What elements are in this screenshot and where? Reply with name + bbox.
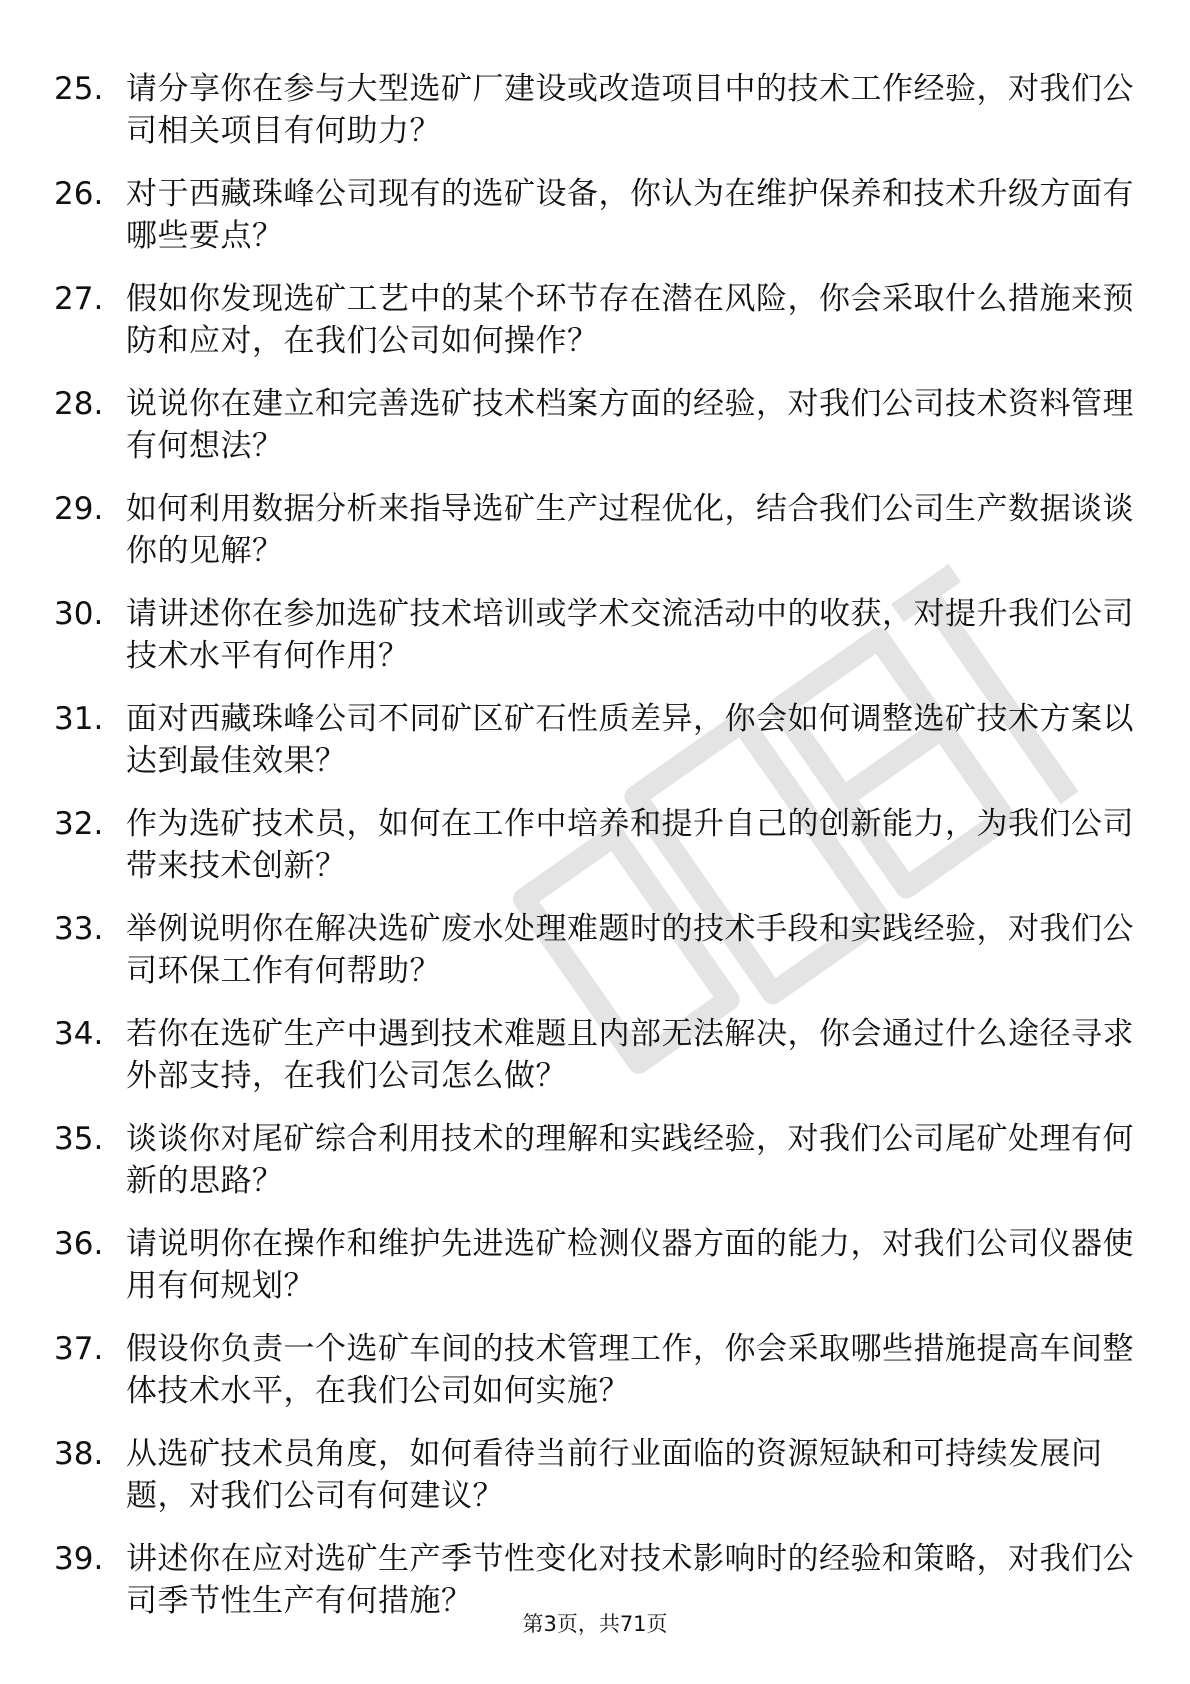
question-number: 36. — [54, 1226, 104, 1262]
question-text: 谈谈你对尾矿综合利用技术的理解和实践经验，对我们公司尾矿处理有何新的思路？ — [126, 1121, 1134, 1199]
question-number: 26. — [54, 176, 104, 212]
question-number: 38. — [54, 1436, 104, 1472]
question-number: 33. — [54, 911, 104, 947]
question-number: 25. — [54, 71, 104, 107]
question-text: 面对西藏珠峰公司不同矿区矿石性质差异，你会如何调整选矿技术方案以达到最佳效果？ — [126, 701, 1134, 779]
question-number: 30. — [54, 596, 104, 632]
question-text: 从选矿技术员角度，如何看待当前行业面临的资源短缺和可持续发展问题，对我们公司有何建议？ — [126, 1436, 1103, 1514]
question-text: 举例说明你在解决选矿废水处理难题时的技术手段和实践经验，对我们公司环保工作有何帮助？ — [126, 911, 1134, 989]
list-item — [54, 1328, 1134, 1412]
question-number: 27. — [54, 281, 104, 317]
question-text: 作为选矿技术员，如何在工作中培养和提升自己的创新能力，为我们公司带来技术创新？ — [126, 806, 1134, 884]
list-item — [54, 593, 1134, 677]
question-text: 假设你负责一个选矿车间的技术管理工作，你会采取哪些措施提高车间整体技术水平，在我们公司如何实施？ — [126, 1331, 1134, 1409]
question-text: 若你在选矿生产中遇到技术难题且内部无法解决，你会通过什么途径寻求外部支持，在我们公司怎么做？ — [126, 1016, 1134, 1094]
question-text: 请讲述你在参加选矿技术培训或学术交流活动中的收获，对提升我们公司技术水平有何作用？ — [126, 596, 1134, 674]
question-number: 31. — [54, 701, 104, 737]
list-item — [54, 488, 1134, 572]
list-item — [54, 1118, 1134, 1202]
question-number: 32. — [54, 806, 104, 842]
list-item — [54, 803, 1134, 887]
question-text: 说说你在建立和完善选矿技术档案方面的经验，对我们公司技术资料管理有何想法？ — [126, 386, 1134, 464]
question-number: 37. — [54, 1331, 104, 1367]
list-item — [54, 908, 1134, 992]
list-item — [54, 1223, 1134, 1307]
list-item — [54, 1433, 1134, 1517]
question-text: 对于西藏珠峰公司现有的选矿设备，你认为在维护保养和技术升级方面有哪些要点？ — [126, 176, 1134, 254]
question-number: 39. — [54, 1541, 104, 1577]
question-text: 请分享你在参与大型选矿厂建设或改造项目中的技术工作经验，对我们公司相关项目有何助力？ — [126, 71, 1134, 149]
list-item — [54, 173, 1134, 257]
list-item — [54, 698, 1134, 782]
question-number: 29. — [54, 491, 104, 527]
question-text: 如何利用数据分析来指导选矿生产过程优化，结合我们公司生产数据谈谈你的见解？ — [126, 491, 1134, 569]
list-item — [54, 1013, 1134, 1097]
list-item — [54, 383, 1134, 467]
list-item — [54, 278, 1134, 362]
question-text: 假如你发现选矿工艺中的某个环节存在潜在风险，你会采取什么措施来预防和应对，在我们公司如何操作？ — [126, 281, 1134, 359]
question-number: 28. — [54, 386, 104, 422]
question-list — [54, 68, 1134, 1643]
list-item — [54, 68, 1134, 152]
page-number-footer: 第3页，共71页 — [522, 1612, 668, 1636]
question-number: 35. — [54, 1121, 104, 1157]
question-number: 34. — [54, 1016, 104, 1052]
question-text: 请说明你在操作和维护先进选矿检测仪器方面的能力，对我们公司仪器使用有何规划？ — [126, 1226, 1134, 1304]
question-text: 讲述你在应对选矿生产季节性变化对技术影响时的经验和策略，对我们公司季节性生产有何措施？ — [126, 1541, 1134, 1619]
